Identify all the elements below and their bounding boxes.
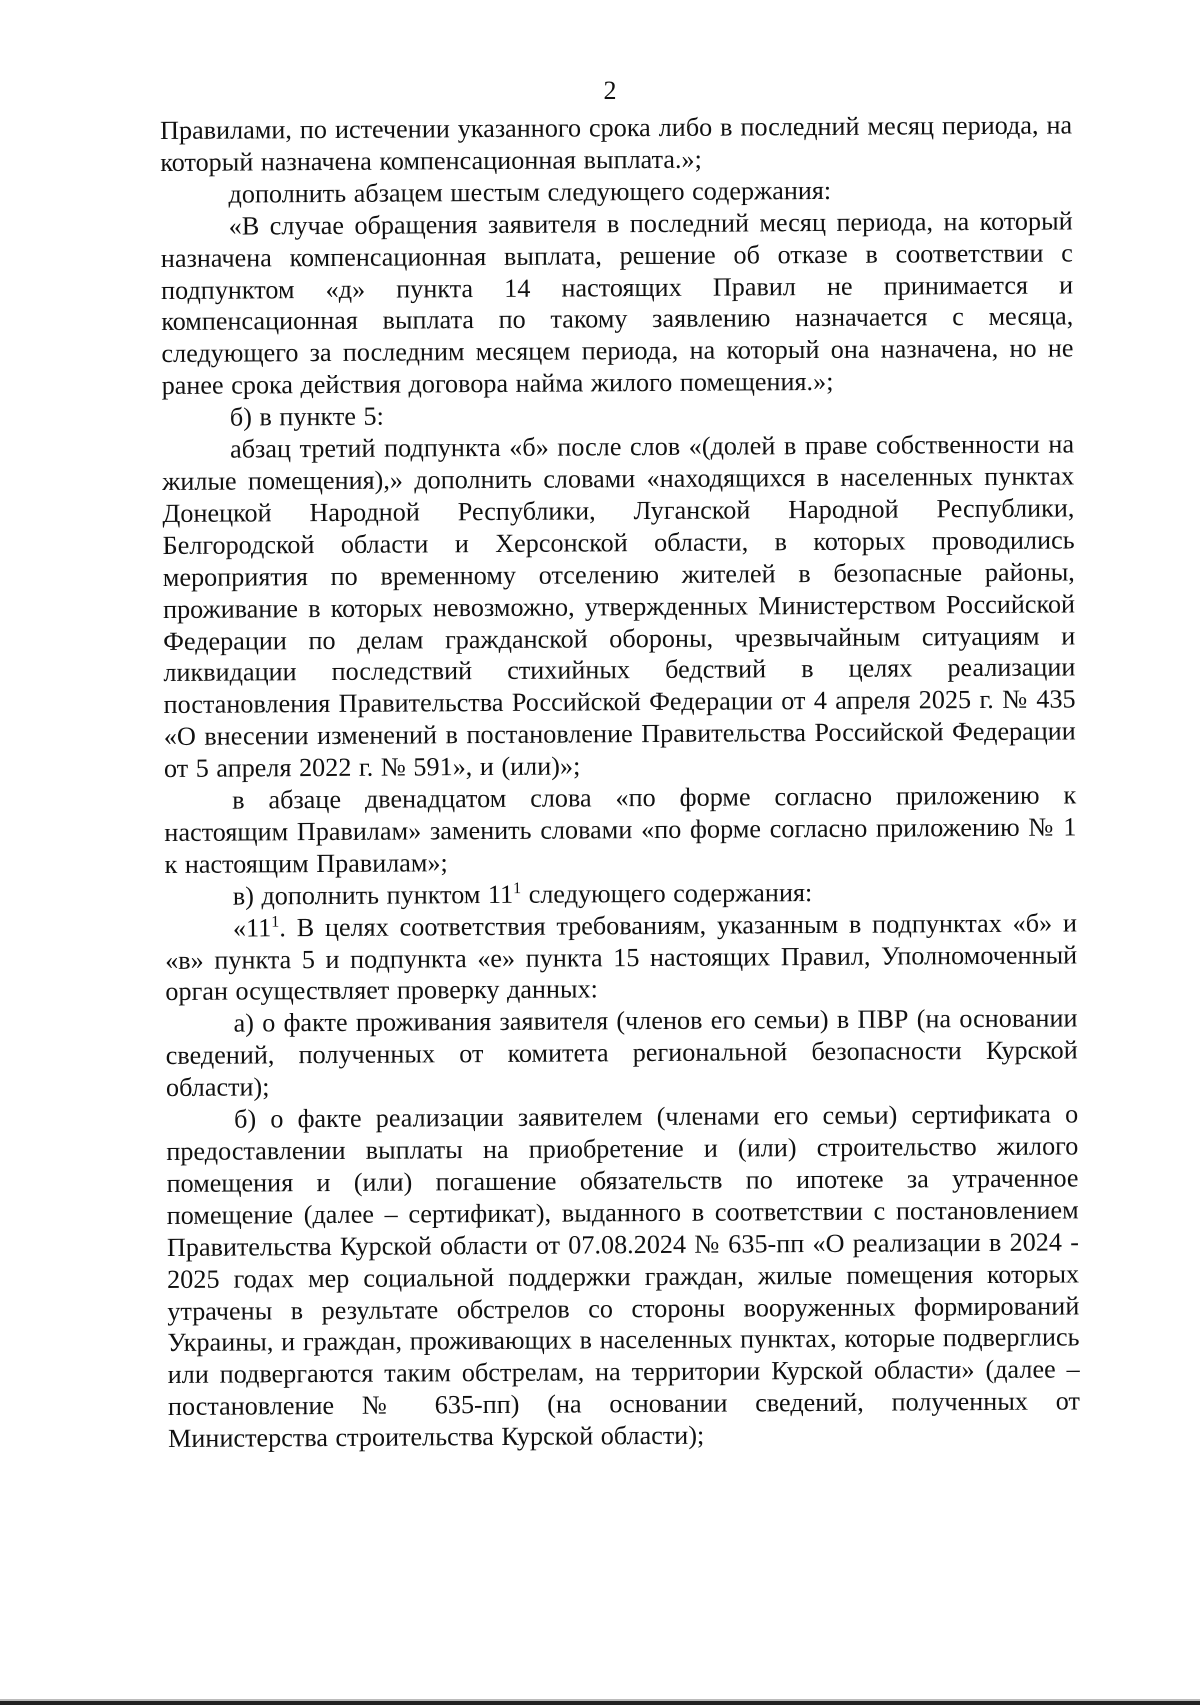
subitem-b: б) о факте реализации заявителем (членами его семьи) сертификата о предоставлении выплаты на приобретение и (или) строительство жилого помещения и (или) погашение обязательств по ипотеке за утраченное помещение (далее – сертификат), выданного в соответствии с постановлением Правительства Курской области от 07.08.2024 № 635-пп «О реализации в 2024 - 2025 годах мер социальной поддержки граждан, жилые помещения которых утрачены в результате обстрелов со стороны вооруженных формирований Украины, и граждан, проживающих в населенных пунктах, которые подверглись или подвергаются таким обстрелам, на территории Курской области» (далее – постановление № 635-пп) (на основании сведений, полученных от Министерства строительства Курской области); (166, 1099, 1080, 1454)
item-v-text-after: следующего содержания: (521, 877, 813, 909)
scan-edge-line (0, 1701, 1200, 1705)
item-11-text-after: . В целях соответствия требованиям, указанным в подпунктах «б» и «в» пункта 5 и подпункта «е» пункта 15 настоящих Правил, Уполномоченный орган осуществляет проверку данных: (165, 908, 1078, 1007)
paragraph-quoted-amendment: «В случае обращения заявителя в последний месяц периода, на который назначена компенсационная выплата, решение об отказе в соответствии с подпунктом «д» пункта 14 настоящих Правил не принимается и компенсационная выплата по такому заявлению назначается с месяца, следующего за последним месяцем периода, на который она назначена, но не ранее срока действия договора найма жилого помещения.»; (160, 206, 1074, 401)
paragraph-item-b-text: абзац третий подпункта «б» после слов «(долей в праве собственности на жилые помещения),» дополнить словами «находящихся в населенных пунктах Донецкой Народной Республики, Луганской Народной Республики, Белгородской области и Херсонской области, в которых проводились мероприятия по временному отселению жителей в безопасные районы, проживание в которых невозможно, утвержденных Министерством Российской Федерации по делам гражданской обороны, чрезвычайным ситуациям и ликвидации последствий стихийных бедствий в целях реализации постановления Правительства Российской Федерации от 4 апреля 2025 г. № 435 «О внесении изменений в постановление Правительства Российской Федерации от 5 апреля 2022 г. № 591», и (или)»; (162, 429, 1076, 784)
item-11-superscript: 1 (271, 913, 280, 931)
page-number: 2 (603, 76, 617, 105)
paragraph-item-11-1 (165, 907, 1078, 1008)
paragraph-twelfth-abzac: в абзаце двенадцатом слова «по форме согласно приложению к настоящим Правилам» заменить словами «по форме согласно приложению № 1 к настоящим Правилам»; (164, 780, 1077, 879)
item-v-superscript: 1 (513, 879, 522, 897)
paragraph-continuation: Правилами, по истечении указанного срока либо в последний месяц периода, на который назначена компенсационная выплата.»; (160, 110, 1073, 177)
document-body (160, 109, 1080, 1455)
item-v-text-before: в) дополнить пунктом 11 (232, 879, 514, 911)
paragraph-item-b-heading: б) в пункте 5: (229, 401, 384, 432)
subitem-a: а) о факте проживания заявителя (членов его семьи) в ПВР (на основании сведений, полученных от комитета региональной безопасности Курской области); (165, 1003, 1078, 1103)
item-11-text-before: «11 (232, 912, 272, 943)
paragraph-add-sixth: дополнить абзацем шестым следующего содержания: (228, 175, 832, 209)
